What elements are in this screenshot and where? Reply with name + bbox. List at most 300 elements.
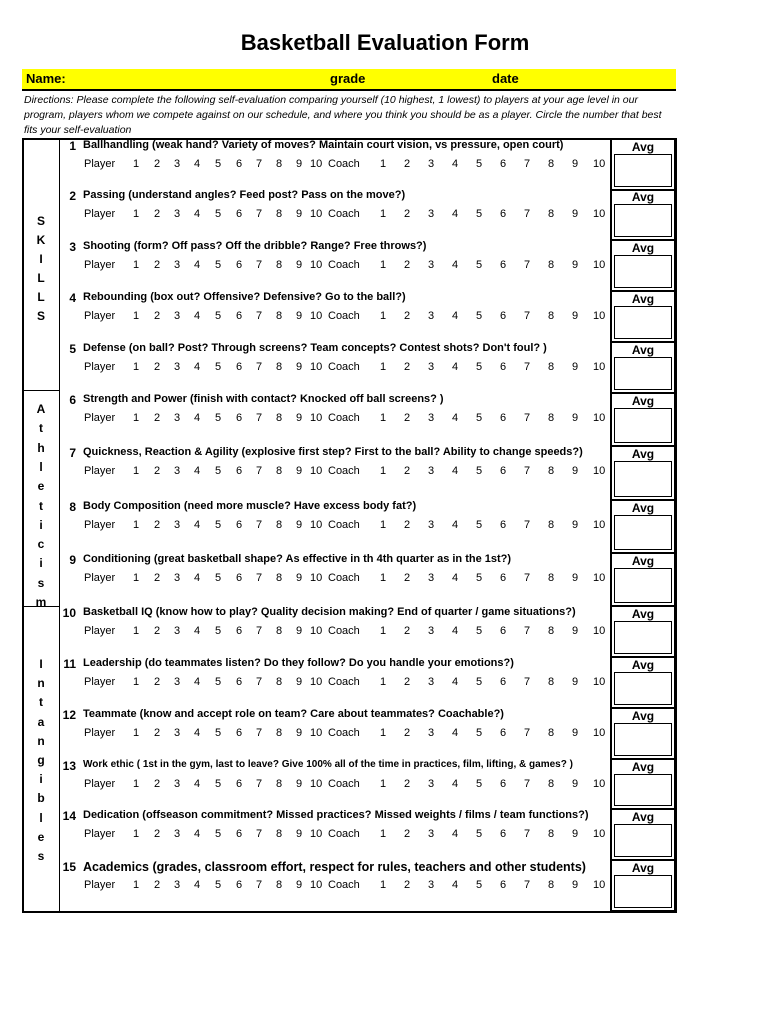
coach-rating-option[interactable]: 9 [572, 676, 579, 688]
player-rating-option[interactable]: 7 [256, 519, 263, 531]
player-rating-option[interactable]: 7 [256, 465, 263, 477]
player-rating-option[interactable]: 4 [194, 519, 201, 531]
player-rating-option[interactable]: 6 [236, 828, 243, 840]
player-rating-option[interactable]: 9 [296, 879, 303, 891]
player-rating-option[interactable]: 5 [215, 828, 222, 840]
coach-rating-option[interactable]: 4 [452, 259, 459, 271]
player-rating-option[interactable]: 5 [215, 572, 222, 584]
player-rating-option[interactable]: 9 [296, 310, 303, 322]
player-rating-option[interactable]: 5 [215, 310, 222, 322]
coach-rating-option[interactable]: 9 [572, 361, 579, 373]
date-label[interactable]: date [492, 71, 519, 86]
coach-rating-option[interactable]: 3 [428, 361, 435, 373]
coach-rating-option[interactable]: 3 [428, 879, 435, 891]
player-rating-option[interactable]: 2 [154, 879, 161, 891]
coach-rating-option[interactable]: 4 [452, 572, 459, 584]
coach-rating-option[interactable]: 3 [428, 727, 435, 739]
player-rating-option[interactable]: 2 [154, 625, 161, 637]
player-rating-option[interactable]: 5 [215, 519, 222, 531]
player-rating-option[interactable]: 8 [276, 208, 283, 220]
player-rating-option[interactable]: 9 [296, 158, 303, 170]
player-rating-option[interactable]: 5 [215, 158, 222, 170]
coach-rating-option[interactable]: 8 [548, 676, 555, 688]
player-rating-option[interactable]: 9 [296, 727, 303, 739]
coach-rating-option[interactable]: 4 [452, 519, 459, 531]
coach-rating-option[interactable]: 10 [593, 412, 606, 424]
player-rating-option[interactable]: 4 [194, 310, 201, 322]
player-rating-option[interactable]: 9 [296, 625, 303, 637]
coach-rating-option[interactable]: 8 [548, 879, 555, 891]
coach-rating-option[interactable]: 8 [548, 572, 555, 584]
player-rating-option[interactable]: 4 [194, 465, 201, 477]
player-rating-option[interactable]: 4 [194, 208, 201, 220]
player-rating-option[interactable]: 7 [256, 310, 263, 322]
coach-rating-option[interactable]: 1 [380, 879, 387, 891]
avg-input[interactable] [614, 154, 672, 187]
player-rating-option[interactable]: 1 [133, 465, 140, 477]
coach-rating-option[interactable]: 6 [500, 465, 507, 477]
coach-rating-option[interactable]: 10 [593, 259, 606, 271]
coach-rating-option[interactable]: 7 [524, 676, 531, 688]
player-rating-option[interactable]: 1 [133, 310, 140, 322]
player-rating-option[interactable]: 4 [194, 879, 201, 891]
player-rating-option[interactable]: 8 [276, 572, 283, 584]
coach-rating-option[interactable]: 9 [572, 310, 579, 322]
coach-rating-option[interactable]: 3 [428, 465, 435, 477]
player-rating-option[interactable]: 8 [276, 465, 283, 477]
coach-rating-option[interactable]: 3 [428, 412, 435, 424]
player-rating-option[interactable]: 7 [256, 158, 263, 170]
player-rating-option[interactable]: 7 [256, 361, 263, 373]
coach-rating-option[interactable]: 10 [593, 828, 606, 840]
coach-rating-option[interactable]: 4 [452, 412, 459, 424]
coach-rating-option[interactable]: 3 [428, 259, 435, 271]
grade-label[interactable]: grade [330, 71, 366, 86]
player-rating-option[interactable]: 10 [310, 778, 323, 790]
player-rating-option[interactable]: 3 [174, 727, 181, 739]
coach-rating-option[interactable]: 2 [404, 625, 411, 637]
player-rating-option[interactable]: 4 [194, 828, 201, 840]
player-rating-option[interactable]: 6 [236, 676, 243, 688]
coach-rating-option[interactable]: 2 [404, 412, 411, 424]
coach-rating-option[interactable]: 4 [452, 879, 459, 891]
coach-rating-option[interactable]: 3 [428, 208, 435, 220]
player-rating-option[interactable]: 1 [133, 361, 140, 373]
player-rating-option[interactable]: 6 [236, 727, 243, 739]
coach-rating-option[interactable]: 6 [500, 879, 507, 891]
coach-rating-option[interactable]: 9 [572, 625, 579, 637]
coach-rating-option[interactable]: 2 [404, 727, 411, 739]
coach-rating-option[interactable]: 10 [593, 158, 606, 170]
player-rating-option[interactable]: 3 [174, 676, 181, 688]
coach-rating-option[interactable]: 7 [524, 158, 531, 170]
player-rating-option[interactable]: 2 [154, 310, 161, 322]
coach-rating-option[interactable]: 8 [548, 310, 555, 322]
coach-rating-option[interactable]: 10 [593, 879, 606, 891]
coach-rating-option[interactable]: 3 [428, 310, 435, 322]
coach-rating-option[interactable]: 5 [476, 519, 483, 531]
coach-rating-option[interactable]: 9 [572, 727, 579, 739]
coach-rating-option[interactable]: 2 [404, 676, 411, 688]
player-rating-option[interactable]: 8 [276, 412, 283, 424]
player-rating-option[interactable]: 5 [215, 465, 222, 477]
player-rating-option[interactable]: 2 [154, 572, 161, 584]
player-rating-option[interactable]: 3 [174, 208, 181, 220]
player-rating-option[interactable]: 4 [194, 259, 201, 271]
coach-rating-option[interactable]: 2 [404, 778, 411, 790]
coach-rating-option[interactable]: 10 [593, 676, 606, 688]
coach-rating-option[interactable]: 8 [548, 625, 555, 637]
coach-rating-option[interactable]: 1 [380, 310, 387, 322]
player-rating-option[interactable]: 10 [310, 208, 323, 220]
player-rating-option[interactable]: 6 [236, 412, 243, 424]
player-rating-option[interactable]: 7 [256, 412, 263, 424]
player-rating-option[interactable]: 4 [194, 412, 201, 424]
player-rating-option[interactable]: 7 [256, 778, 263, 790]
coach-rating-option[interactable]: 5 [476, 727, 483, 739]
coach-rating-option[interactable]: 8 [548, 259, 555, 271]
coach-rating-option[interactable]: 1 [380, 465, 387, 477]
player-rating-option[interactable]: 2 [154, 259, 161, 271]
coach-rating-option[interactable]: 7 [524, 727, 531, 739]
player-rating-option[interactable]: 10 [310, 625, 323, 637]
player-rating-option[interactable]: 2 [154, 208, 161, 220]
player-rating-option[interactable]: 9 [296, 412, 303, 424]
avg-input[interactable] [614, 204, 672, 237]
coach-rating-option[interactable]: 5 [476, 625, 483, 637]
player-rating-option[interactable]: 3 [174, 412, 181, 424]
coach-rating-option[interactable]: 5 [476, 259, 483, 271]
coach-rating-option[interactable]: 4 [452, 828, 459, 840]
player-rating-option[interactable]: 6 [236, 158, 243, 170]
player-rating-option[interactable]: 9 [296, 778, 303, 790]
player-rating-option[interactable]: 9 [296, 519, 303, 531]
coach-rating-option[interactable]: 2 [404, 519, 411, 531]
player-rating-option[interactable]: 1 [133, 519, 140, 531]
avg-input[interactable] [614, 672, 672, 705]
player-rating-option[interactable]: 4 [194, 158, 201, 170]
coach-rating-option[interactable]: 7 [524, 778, 531, 790]
player-rating-option[interactable]: 5 [215, 259, 222, 271]
coach-rating-option[interactable]: 1 [380, 361, 387, 373]
player-rating-option[interactable]: 8 [276, 778, 283, 790]
player-rating-option[interactable]: 3 [174, 259, 181, 271]
coach-rating-option[interactable]: 8 [548, 727, 555, 739]
coach-rating-option[interactable]: 4 [452, 361, 459, 373]
player-rating-option[interactable]: 7 [256, 572, 263, 584]
player-rating-option[interactable]: 10 [310, 158, 323, 170]
coach-rating-option[interactable]: 8 [548, 158, 555, 170]
player-rating-option[interactable]: 5 [215, 778, 222, 790]
player-rating-option[interactable]: 2 [154, 676, 161, 688]
coach-rating-option[interactable]: 8 [548, 519, 555, 531]
coach-rating-option[interactable]: 2 [404, 361, 411, 373]
player-rating-option[interactable]: 9 [296, 572, 303, 584]
coach-rating-option[interactable]: 6 [500, 310, 507, 322]
coach-rating-option[interactable]: 3 [428, 676, 435, 688]
coach-rating-option[interactable]: 4 [452, 465, 459, 477]
coach-rating-option[interactable]: 6 [500, 727, 507, 739]
avg-input[interactable] [614, 723, 672, 756]
coach-rating-option[interactable]: 6 [500, 519, 507, 531]
name-label[interactable]: Name: [26, 71, 66, 86]
player-rating-option[interactable]: 10 [310, 259, 323, 271]
player-rating-option[interactable]: 2 [154, 412, 161, 424]
player-rating-option[interactable]: 5 [215, 625, 222, 637]
coach-rating-option[interactable]: 8 [548, 465, 555, 477]
coach-rating-option[interactable]: 2 [404, 828, 411, 840]
player-rating-option[interactable]: 9 [296, 208, 303, 220]
coach-rating-option[interactable]: 9 [572, 158, 579, 170]
coach-rating-option[interactable]: 7 [524, 625, 531, 637]
player-rating-option[interactable]: 10 [310, 879, 323, 891]
coach-rating-option[interactable]: 5 [476, 465, 483, 477]
player-rating-option[interactable]: 4 [194, 676, 201, 688]
coach-rating-option[interactable]: 5 [476, 158, 483, 170]
player-rating-option[interactable]: 1 [133, 727, 140, 739]
coach-rating-option[interactable]: 4 [452, 208, 459, 220]
player-rating-option[interactable]: 1 [133, 259, 140, 271]
player-rating-option[interactable]: 1 [133, 879, 140, 891]
coach-rating-option[interactable]: 4 [452, 727, 459, 739]
player-rating-option[interactable]: 2 [154, 519, 161, 531]
player-rating-option[interactable]: 6 [236, 625, 243, 637]
coach-rating-option[interactable]: 7 [524, 208, 531, 220]
player-rating-option[interactable]: 7 [256, 879, 263, 891]
player-rating-option[interactable]: 1 [133, 572, 140, 584]
coach-rating-option[interactable]: 10 [593, 361, 606, 373]
player-rating-option[interactable]: 5 [215, 412, 222, 424]
player-rating-option[interactable]: 10 [310, 310, 323, 322]
coach-rating-option[interactable]: 8 [548, 412, 555, 424]
coach-rating-option[interactable]: 2 [404, 879, 411, 891]
coach-rating-option[interactable]: 9 [572, 465, 579, 477]
player-rating-option[interactable]: 7 [256, 727, 263, 739]
player-rating-option[interactable]: 7 [256, 676, 263, 688]
player-rating-option[interactable]: 7 [256, 625, 263, 637]
player-rating-option[interactable]: 10 [310, 676, 323, 688]
avg-input[interactable] [614, 774, 672, 806]
coach-rating-option[interactable]: 5 [476, 778, 483, 790]
coach-rating-option[interactable]: 4 [452, 778, 459, 790]
coach-rating-option[interactable]: 9 [572, 519, 579, 531]
coach-rating-option[interactable]: 5 [476, 208, 483, 220]
coach-rating-option[interactable]: 10 [593, 465, 606, 477]
avg-input[interactable] [614, 357, 672, 390]
coach-rating-option[interactable]: 3 [428, 828, 435, 840]
player-rating-option[interactable]: 9 [296, 465, 303, 477]
coach-rating-option[interactable]: 2 [404, 572, 411, 584]
coach-rating-option[interactable]: 6 [500, 828, 507, 840]
player-rating-option[interactable]: 3 [174, 778, 181, 790]
coach-rating-option[interactable]: 2 [404, 158, 411, 170]
coach-rating-option[interactable]: 6 [500, 361, 507, 373]
player-rating-option[interactable]: 1 [133, 828, 140, 840]
player-rating-option[interactable]: 1 [133, 625, 140, 637]
player-rating-option[interactable]: 9 [296, 259, 303, 271]
player-rating-option[interactable]: 6 [236, 465, 243, 477]
coach-rating-option[interactable]: 10 [593, 727, 606, 739]
player-rating-option[interactable]: 9 [296, 361, 303, 373]
player-rating-option[interactable]: 7 [256, 208, 263, 220]
player-rating-option[interactable]: 5 [215, 208, 222, 220]
coach-rating-option[interactable]: 7 [524, 259, 531, 271]
coach-rating-option[interactable]: 9 [572, 412, 579, 424]
player-rating-option[interactable]: 10 [310, 727, 323, 739]
player-rating-option[interactable]: 2 [154, 158, 161, 170]
player-rating-option[interactable]: 5 [215, 727, 222, 739]
coach-rating-option[interactable]: 6 [500, 208, 507, 220]
player-rating-option[interactable]: 3 [174, 158, 181, 170]
player-rating-option[interactable]: 6 [236, 572, 243, 584]
coach-rating-option[interactable]: 2 [404, 208, 411, 220]
coach-rating-option[interactable]: 10 [593, 310, 606, 322]
coach-rating-option[interactable]: 6 [500, 572, 507, 584]
player-rating-option[interactable]: 1 [133, 676, 140, 688]
player-rating-option[interactable]: 7 [256, 259, 263, 271]
player-rating-option[interactable]: 8 [276, 879, 283, 891]
coach-rating-option[interactable]: 10 [593, 778, 606, 790]
coach-rating-option[interactable]: 5 [476, 361, 483, 373]
player-rating-option[interactable]: 6 [236, 310, 243, 322]
coach-rating-option[interactable]: 7 [524, 572, 531, 584]
coach-rating-option[interactable]: 10 [593, 625, 606, 637]
player-rating-option[interactable]: 9 [296, 828, 303, 840]
avg-input[interactable] [614, 461, 672, 497]
player-rating-option[interactable]: 3 [174, 310, 181, 322]
player-rating-option[interactable]: 10 [310, 519, 323, 531]
coach-rating-option[interactable]: 4 [452, 310, 459, 322]
coach-rating-option[interactable]: 1 [380, 778, 387, 790]
coach-rating-option[interactable]: 1 [380, 727, 387, 739]
coach-rating-option[interactable]: 1 [380, 158, 387, 170]
player-rating-option[interactable]: 6 [236, 879, 243, 891]
coach-rating-option[interactable]: 8 [548, 828, 555, 840]
player-rating-option[interactable]: 2 [154, 465, 161, 477]
coach-rating-option[interactable]: 5 [476, 412, 483, 424]
coach-rating-option[interactable]: 3 [428, 625, 435, 637]
player-rating-option[interactable]: 3 [174, 625, 181, 637]
player-rating-option[interactable]: 9 [296, 676, 303, 688]
player-rating-option[interactable]: 8 [276, 310, 283, 322]
coach-rating-option[interactable]: 1 [380, 519, 387, 531]
player-rating-option[interactable]: 4 [194, 572, 201, 584]
coach-rating-option[interactable]: 1 [380, 259, 387, 271]
coach-rating-option[interactable]: 8 [548, 361, 555, 373]
player-rating-option[interactable]: 2 [154, 778, 161, 790]
player-rating-option[interactable]: 4 [194, 361, 201, 373]
coach-rating-option[interactable]: 5 [476, 879, 483, 891]
player-rating-option[interactable]: 3 [174, 361, 181, 373]
player-rating-option[interactable]: 1 [133, 412, 140, 424]
player-rating-option[interactable]: 3 [174, 572, 181, 584]
player-rating-option[interactable]: 2 [154, 361, 161, 373]
coach-rating-option[interactable]: 5 [476, 572, 483, 584]
player-rating-option[interactable]: 5 [215, 676, 222, 688]
coach-rating-option[interactable]: 10 [593, 208, 606, 220]
coach-rating-option[interactable]: 9 [572, 572, 579, 584]
avg-input[interactable] [614, 255, 672, 288]
coach-rating-option[interactable]: 1 [380, 572, 387, 584]
player-rating-option[interactable]: 4 [194, 625, 201, 637]
coach-rating-option[interactable]: 6 [500, 676, 507, 688]
coach-rating-option[interactable]: 7 [524, 310, 531, 322]
coach-rating-option[interactable]: 4 [452, 676, 459, 688]
player-rating-option[interactable]: 7 [256, 828, 263, 840]
player-rating-option[interactable]: 8 [276, 361, 283, 373]
player-rating-option[interactable]: 5 [215, 879, 222, 891]
coach-rating-option[interactable]: 1 [380, 625, 387, 637]
coach-rating-option[interactable]: 9 [572, 879, 579, 891]
coach-rating-option[interactable]: 6 [500, 259, 507, 271]
player-rating-option[interactable]: 6 [236, 208, 243, 220]
player-rating-option[interactable]: 10 [310, 465, 323, 477]
coach-rating-option[interactable]: 1 [380, 208, 387, 220]
coach-rating-option[interactable]: 5 [476, 310, 483, 322]
player-rating-option[interactable]: 1 [133, 208, 140, 220]
avg-input[interactable] [614, 515, 672, 550]
coach-rating-option[interactable]: 1 [380, 412, 387, 424]
player-rating-option[interactable]: 8 [276, 676, 283, 688]
coach-rating-option[interactable]: 3 [428, 572, 435, 584]
player-rating-option[interactable]: 4 [194, 727, 201, 739]
coach-rating-option[interactable]: 1 [380, 828, 387, 840]
coach-rating-option[interactable]: 6 [500, 158, 507, 170]
coach-rating-option[interactable]: 7 [524, 412, 531, 424]
coach-rating-option[interactable]: 4 [452, 625, 459, 637]
avg-input[interactable] [614, 824, 672, 857]
player-rating-option[interactable]: 1 [133, 158, 140, 170]
coach-rating-option[interactable]: 2 [404, 259, 411, 271]
coach-rating-option[interactable]: 7 [524, 361, 531, 373]
player-rating-option[interactable]: 10 [310, 361, 323, 373]
coach-rating-option[interactable]: 9 [572, 259, 579, 271]
coach-rating-option[interactable]: 7 [524, 879, 531, 891]
coach-rating-option[interactable]: 5 [476, 828, 483, 840]
coach-rating-option[interactable]: 6 [500, 412, 507, 424]
avg-input[interactable] [614, 621, 672, 654]
player-rating-option[interactable]: 4 [194, 778, 201, 790]
player-rating-option[interactable]: 6 [236, 778, 243, 790]
coach-rating-option[interactable]: 7 [524, 828, 531, 840]
player-rating-option[interactable]: 8 [276, 519, 283, 531]
player-rating-option[interactable]: 2 [154, 828, 161, 840]
coach-rating-option[interactable]: 9 [572, 828, 579, 840]
coach-rating-option[interactable]: 2 [404, 465, 411, 477]
coach-rating-option[interactable]: 7 [524, 465, 531, 477]
player-rating-option[interactable]: 10 [310, 412, 323, 424]
player-rating-option[interactable]: 8 [276, 158, 283, 170]
coach-rating-option[interactable]: 1 [380, 676, 387, 688]
player-rating-option[interactable]: 6 [236, 361, 243, 373]
coach-rating-option[interactable]: 5 [476, 676, 483, 688]
coach-rating-option[interactable]: 2 [404, 310, 411, 322]
coach-rating-option[interactable]: 3 [428, 778, 435, 790]
player-rating-option[interactable]: 10 [310, 828, 323, 840]
avg-input[interactable] [614, 306, 672, 339]
player-rating-option[interactable]: 3 [174, 879, 181, 891]
coach-rating-option[interactable]: 9 [572, 208, 579, 220]
player-rating-option[interactable]: 2 [154, 727, 161, 739]
player-rating-option[interactable]: 5 [215, 361, 222, 373]
avg-input[interactable] [614, 875, 672, 908]
player-rating-option[interactable]: 10 [310, 572, 323, 584]
player-rating-option[interactable]: 1 [133, 778, 140, 790]
player-rating-option[interactable]: 8 [276, 259, 283, 271]
coach-rating-option[interactable]: 7 [524, 519, 531, 531]
coach-rating-option[interactable]: 6 [500, 625, 507, 637]
player-rating-option[interactable]: 3 [174, 828, 181, 840]
